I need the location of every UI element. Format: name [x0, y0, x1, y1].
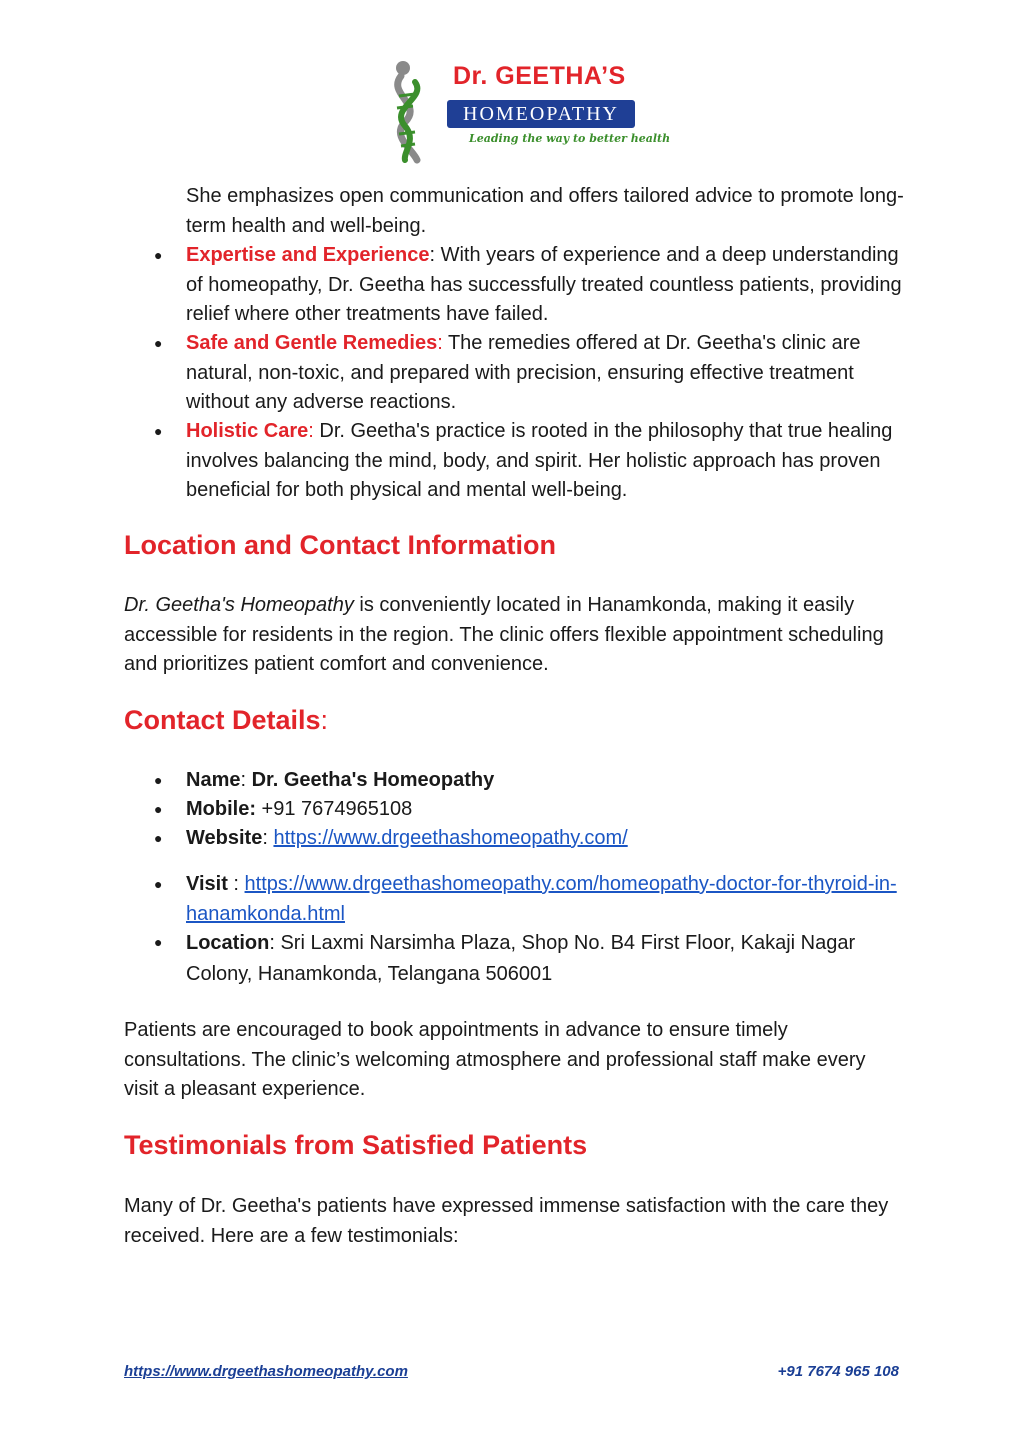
- logo-tagline: Leading the way to better health: [469, 132, 671, 145]
- name-value: Dr. Geetha's Homeopathy: [251, 769, 495, 791]
- bullet-icon: ●: [154, 934, 163, 950]
- location-value: : Sri Laxmi Narsimha Plaza, Shop No. B4 First Floor, Kakaji Nagar Colony, Hanamkonda, Telangana 506001: [186, 932, 856, 985]
- visit-link[interactable]: https://www.drgeethashomeopathy.com/homeopathy-doctor-for-thyroid-in-hanamkonda.html: [186, 873, 897, 925]
- website-link[interactable]: https://www.drgeethashomeopathy.com/: [273, 827, 628, 849]
- name-sep: :: [240, 769, 252, 791]
- bullet-icon: ●: [154, 335, 163, 351]
- contact-item-name: [154, 766, 906, 796]
- feature-text: With years of experience and a deep understanding of homeopathy, Dr. Geetha has successfully treated countless patients, providing relief where other treatments have failed.: [186, 244, 902, 325]
- testimonials-paragraph: Many of Dr. Geetha's patients have expressed immense satisfaction with the care they received. Here are a few testimonials:: [124, 1195, 889, 1247]
- location-label: Location: [186, 932, 270, 954]
- location-paragraph-text: is conveniently located in Hanamkonda, making it easily accessible for residents in the region. The clinic offers flexible appointment scheduling and prioritizes patient comfort and convenience.: [124, 594, 884, 675]
- website-sep: :: [262, 827, 274, 849]
- feature-item-expertise: [154, 241, 906, 330]
- feature-sep: :: [308, 420, 314, 442]
- location-paragraph: [124, 591, 904, 680]
- feature-sep: :: [437, 332, 443, 354]
- visit-sep: :: [227, 873, 245, 895]
- intro-continuation: She emphasizes open communication and offers tailored advice to promote long-term health and well-being.: [186, 185, 904, 237]
- appointments-paragraph: Patients are encouraged to book appointments in advance to ensure timely consultations. The clinic’s welcoming atmosphere and professional staff make every visit a pleasant experience.: [124, 1019, 866, 1100]
- feature-text: The remedies offered at Dr. Geetha's clinic are natural, non-toxic, and prepared with precision, ensuring effective treatment without any adverse reactions.: [186, 332, 861, 413]
- bullet-icon: ●: [154, 247, 163, 263]
- footer-phone: +91 7674 965 108: [777, 1363, 899, 1380]
- feature-item-remedies: [154, 329, 906, 418]
- contact-item-website: [154, 824, 906, 854]
- bullet-icon: ●: [154, 772, 163, 788]
- bullet-icon: ●: [154, 801, 163, 817]
- feature-term: Safe and Gentle Remedies: [186, 332, 438, 354]
- testimonials-heading: Testimonials from Satisfied Patients: [124, 1130, 588, 1160]
- logo-title: Dr. GEETHA’S: [453, 62, 626, 90]
- mobile-value: +91 7674965108: [256, 798, 413, 820]
- feature-text: Dr. Geetha's practice is rooted in the philosophy that true healing involves balancing the mind, body, and spirit. Her holistic approach has proven beneficial for both physical and mental well-being.: [186, 420, 893, 501]
- footer-website-link[interactable]: https://www.drgeethashomeopathy.com: [124, 1363, 408, 1380]
- name-label: Name: [186, 769, 241, 791]
- clinic-logo: [383, 56, 671, 164]
- contact-heading-text: Contact Details: [124, 705, 321, 735]
- mobile-label: Mobile:: [186, 798, 256, 820]
- bullet-icon: ●: [154, 876, 163, 892]
- feature-sep: :: [429, 244, 436, 266]
- logo-band: HOMEOPATHY: [447, 100, 635, 128]
- visit-label: Visit: [186, 873, 228, 895]
- feature-item-holistic: [154, 417, 906, 506]
- contact-item-location: [154, 928, 906, 990]
- bullet-icon: ●: [154, 830, 163, 846]
- contact-heading: [124, 705, 328, 736]
- feature-term: Expertise and Experience: [186, 244, 430, 266]
- contact-heading-colon: :: [320, 705, 329, 735]
- contact-item-mobile: [154, 795, 906, 825]
- website-label: Website: [186, 827, 263, 849]
- feature-term: Holistic Care: [186, 420, 309, 442]
- dna-helix-icon: [383, 56, 443, 164]
- contact-item-visit: [154, 870, 906, 929]
- clinic-name-italic: Dr. Geetha's Homeopathy: [124, 594, 354, 616]
- bullet-icon: ●: [154, 423, 163, 439]
- location-heading: Location and Contact Information: [124, 530, 556, 560]
